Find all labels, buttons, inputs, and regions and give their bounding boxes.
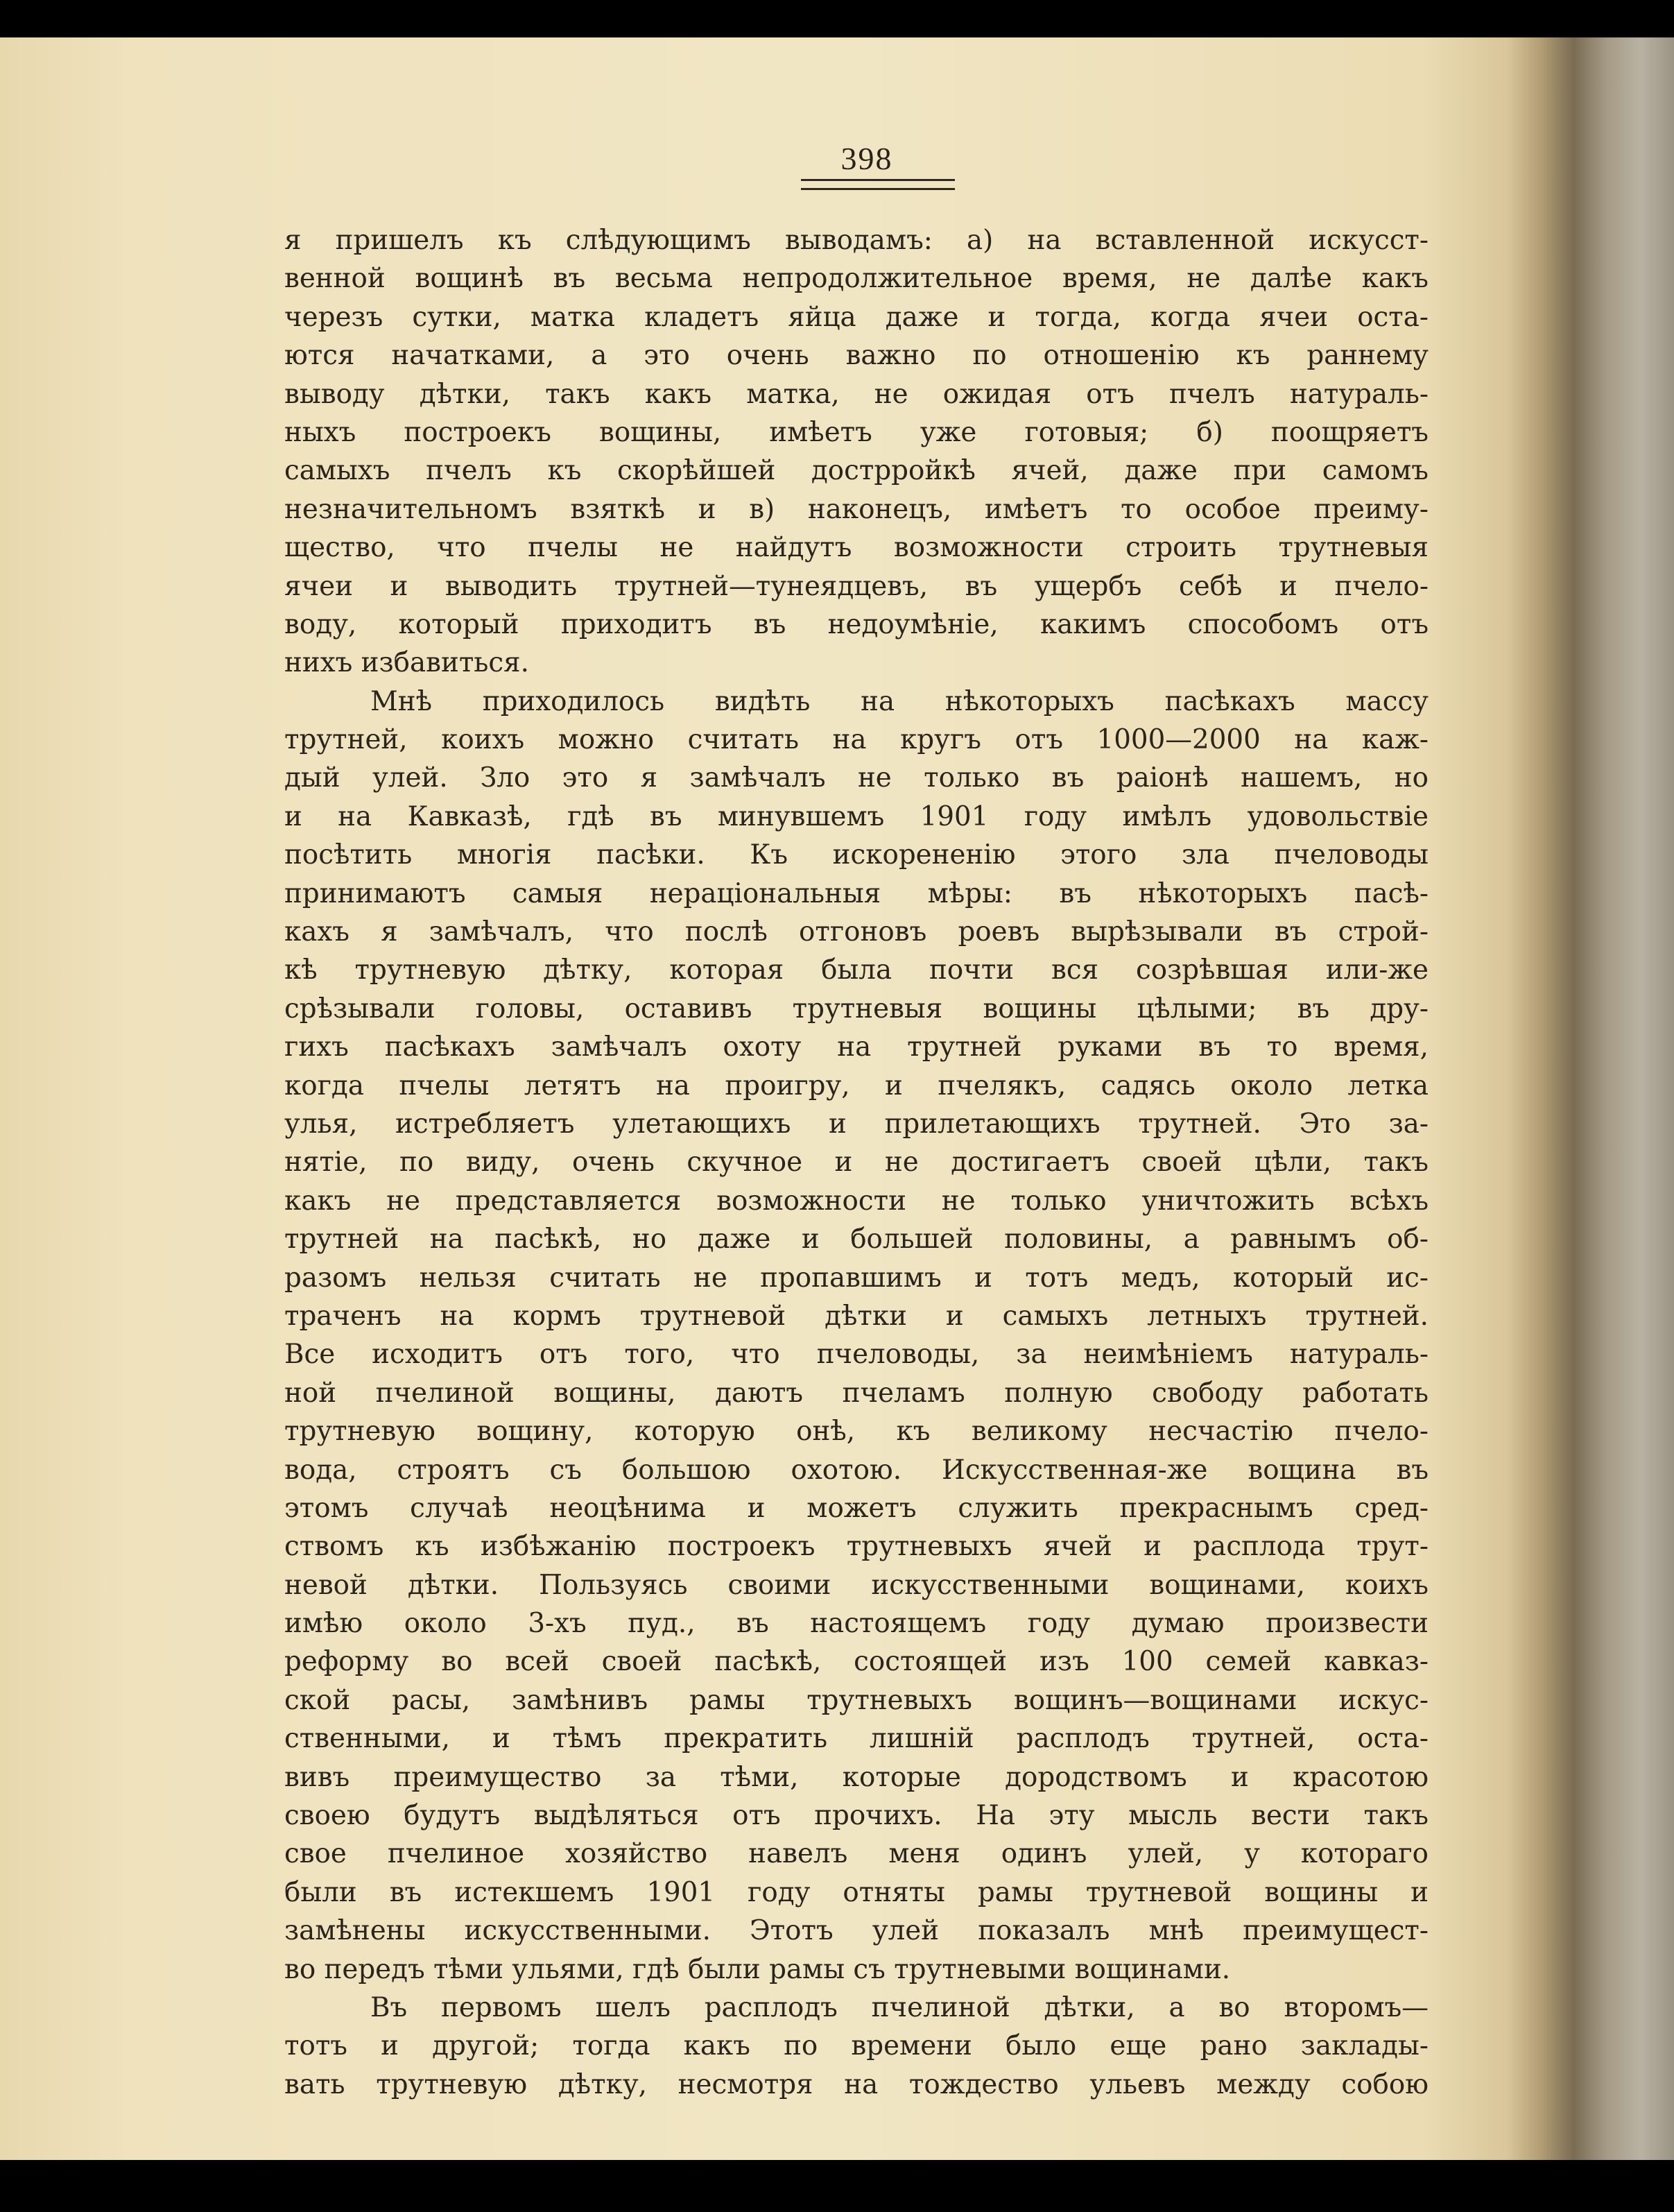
text-line: вода, строятъ съ большою охотою. Искусственная-же вощина въ <box>284 1454 1429 1486</box>
text-line: Все исходитъ отъ того, что пчеловоды, за неимѣніемъ натураль- <box>284 1339 1429 1371</box>
text-line: улья, истребляетъ улетающихъ и прилетающихъ трутней. Это за- <box>284 1108 1429 1140</box>
text-line: гихъ пасѣкахъ замѣчалъ охоту на трутней руками въ то время, <box>284 1031 1429 1063</box>
text-line: этомъ случаѣ неоцѣнима и можетъ служить прекраснымъ сред- <box>284 1492 1429 1524</box>
text-line: тотъ и другой; тогда какъ по времени было еще рано заклады- <box>284 2030 1429 2062</box>
text-line: разомъ нельзя считать не пропавшимъ и тотъ медъ, который ис- <box>284 1262 1429 1294</box>
page-number: 398 <box>840 141 893 176</box>
text-line: ются начатками, а это очень важно по отношенію къ раннему <box>284 340 1429 372</box>
text-line: и на Кавказѣ, гдѣ въ минувшемъ 1901 году имѣлъ удовольствіе <box>284 800 1429 832</box>
body-text <box>284 221 1429 2104</box>
text-line: щество, что пчелы не найдутъ возможности строить трутневыя <box>284 532 1429 564</box>
text-line: вивъ преимущество за тѣми, которые дородствомъ и красотою <box>284 1761 1429 1793</box>
text-line: трутневую вощину, которую онѣ, къ великому несчастію пчело- <box>284 1416 1429 1448</box>
text-line: венной вощинѣ въ весьма непродолжительное время, не далѣе какъ <box>284 263 1429 295</box>
text-line: своею будутъ выдѣляться отъ прочихъ. На эту мысль вести такъ <box>284 1800 1429 1832</box>
text-line: вать трутневую дѣтку, несмотря на тождество ульевъ между собою <box>284 2068 1429 2100</box>
book-page <box>0 37 1674 2160</box>
text-line: посѣтить многія пасѣки. Къ искорененію этого зла пчеловоды <box>284 839 1429 871</box>
text-line: Мнѣ приходилось видѣть на нѣкоторыхъ пасѣкахъ массу <box>370 685 1429 717</box>
text-line: кѣ трутневую дѣтку, которая была почти вся созрѣвшая или-же <box>284 954 1429 986</box>
page-number-rule <box>801 179 955 190</box>
text-line: самыхъ пчелъ къ скорѣйшей дострройкѣ ячей, даже при самомъ <box>284 455 1429 487</box>
text-line: выводу дѣтки, такъ какъ матка, не ожидая отъ пчелъ натураль- <box>284 378 1429 410</box>
text-line: незначительномъ взяткѣ и в) наконецъ, имѣетъ то особое преиму- <box>284 493 1429 525</box>
text-line: во передъ тѣми ульями, гдѣ были рамы съ трутневыми вощинами. <box>284 1953 1231 1985</box>
text-line: имѣю около 3-хъ пуд., въ настоящемъ году думаю произвести <box>284 1608 1429 1640</box>
text-line: ственными, и тѣмъ прекратить лишній расплодъ трутней, оста- <box>284 1723 1429 1755</box>
text-line: какъ не представляется возможности не только уничтожить всѣхъ <box>284 1185 1429 1217</box>
text-line: принимаютъ самыя нераціональныя мѣры: въ нѣкоторыхъ пасѣ- <box>284 877 1429 909</box>
text-line: реформу во всей своей пасѣкѣ, состоящей изъ 100 семей кавказ- <box>284 1646 1429 1678</box>
text-line: Въ первомъ шелъ расплодъ пчелиной дѣтки, а во второмъ— <box>370 1991 1429 2023</box>
text-line: ской расы, замѣнивъ рамы трутневыхъ вощинъ—вощинами искус- <box>284 1684 1429 1716</box>
text-line: нятіе, по виду, очень скучное и не достигаетъ своей цѣли, такъ <box>284 1147 1429 1178</box>
text-line: черезъ сутки, матка кладетъ яйца даже и тогда, когда ячеи оста- <box>284 301 1429 333</box>
text-line: невой дѣтки. Пользуясь своими искусственными вощинами, коихъ <box>284 1569 1429 1601</box>
text-line: кахъ я замѣчалъ, что послѣ отгоновъ роевъ вырѣзывали въ строй- <box>284 916 1429 948</box>
text-line: срѣзывали головы, оставивъ трутневыя вощины цѣлыми; въ дру- <box>284 993 1429 1024</box>
text-line: ныхъ построекъ вощины, имѣетъ уже готовыя; б) поощряетъ <box>284 416 1429 448</box>
text-line: траченъ на кормъ трутневой дѣтки и самыхъ летныхъ трутней. <box>284 1300 1429 1332</box>
text-line: нихъ избавиться. <box>284 647 529 679</box>
text-line: были въ истекшемъ 1901 году отняты рамы трутневой вощины и <box>284 1876 1429 1908</box>
text-line: трутней, коихъ можно считать на кругъ отъ 1000—2000 на каж- <box>284 724 1429 756</box>
text-line: когда пчелы летятъ на проигру, и пчелякъ, садясь около летка <box>284 1070 1429 1101</box>
text-line: свое пчелиное хозяйство навелъ меня одинъ улей, у котораго <box>284 1838 1429 1870</box>
text-line: ствомъ къ избѣжанію построекъ трутневыхъ ячей и расплода трут- <box>284 1531 1429 1563</box>
text-line: ячеи и выводить трутней—тунеядцевъ, въ ущербъ себѣ и пчело- <box>284 570 1429 602</box>
text-line: дый улей. Зло это я замѣчалъ не только въ раіонѣ нашемъ, но <box>284 762 1429 794</box>
text-line: я пришелъ къ слѣдующимъ выводамъ: а) на вставленной искусст- <box>284 225 1429 256</box>
text-line: воду, который приходитъ въ недоумѣніе, какимъ способомъ отъ <box>284 608 1429 640</box>
text-line: трутней на пасѣкѣ, но даже и большей половины, а равнымъ об- <box>284 1224 1429 1255</box>
text-line: ной пчелиной вощины, даютъ пчеламъ полную свободу работать <box>284 1377 1429 1409</box>
text-line: замѣнены искусственными. Этотъ улей показалъ мнѣ преимущест- <box>284 1915 1429 1947</box>
